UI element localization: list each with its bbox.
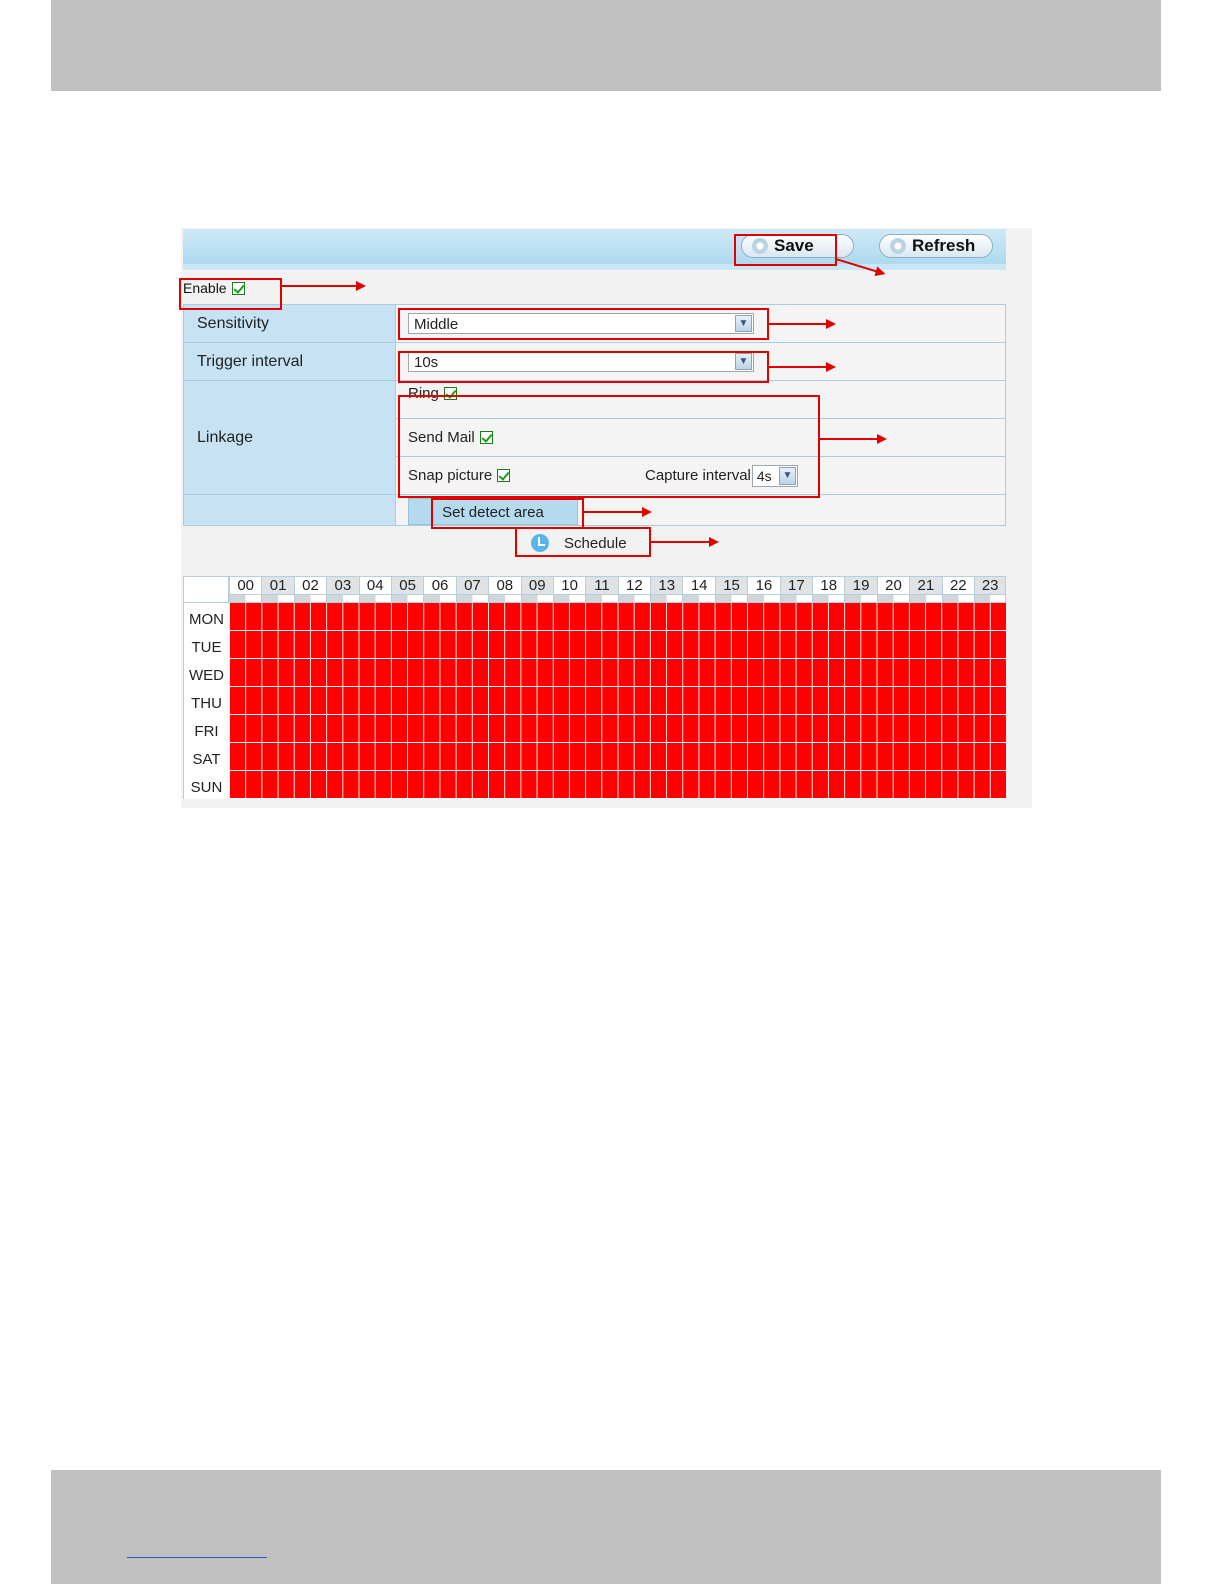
hour-label[interactable]: 14 <box>682 576 714 603</box>
schedule-cells[interactable] <box>229 715 1006 743</box>
schedule-cells[interactable] <box>229 603 1006 631</box>
hour-label[interactable]: 03 <box>326 576 358 603</box>
annotation-box-save <box>734 234 837 266</box>
schedule-grid-corner <box>183 576 229 603</box>
page-footer-band <box>51 1470 1161 1584</box>
hour-label[interactable]: 06 <box>423 576 455 603</box>
hour-label[interactable]: 10 <box>553 576 585 603</box>
refresh-cycle-icon <box>890 238 906 254</box>
hour-label[interactable]: 05 <box>391 576 423 603</box>
trigger-interval-label: Trigger interval <box>184 343 396 381</box>
sensitivity-value: Middle <box>414 316 459 333</box>
send-mail-label: Send Mail <box>408 429 475 446</box>
refresh-button[interactable] <box>879 234 993 258</box>
hour-label[interactable]: 18 <box>812 576 844 603</box>
hour-label[interactable]: 00 <box>229 576 261 603</box>
schedule-cells[interactable] <box>229 743 1006 771</box>
day-label[interactable]: FRI <box>183 715 229 743</box>
save-label: Save <box>774 236 814 255</box>
annotation-box-linkage <box>398 395 820 498</box>
hour-label[interactable]: 22 <box>942 576 974 603</box>
schedule-cells[interactable] <box>229 687 1006 715</box>
day-label[interactable]: TUE <box>183 631 229 659</box>
schedule-day-row <box>183 603 1006 631</box>
annotation-arrow-linkage <box>820 438 885 440</box>
schedule-label: Schedule <box>564 534 627 552</box>
day-label[interactable]: WED <box>183 659 229 687</box>
schedule-day-row <box>183 687 1006 715</box>
schedule-cells[interactable] <box>229 771 1006 799</box>
hour-label[interactable]: 12 <box>618 576 650 603</box>
enable-label: Enable <box>183 280 227 296</box>
schedule-day-row <box>183 631 1006 659</box>
schedule-cells[interactable] <box>229 631 1006 659</box>
hour-label[interactable]: 20 <box>877 576 909 603</box>
hour-label[interactable]: 19 <box>844 576 876 603</box>
capture-interval-label: Capture interval <box>645 467 751 484</box>
schedule-day-row <box>183 771 1006 799</box>
hour-label[interactable]: 13 <box>650 576 682 603</box>
schedule-day-row <box>183 743 1006 771</box>
page-header-band <box>51 0 1161 91</box>
annotation-arrow-schedule <box>651 541 717 543</box>
hour-label[interactable]: 21 <box>909 576 941 603</box>
hour-label[interactable]: 15 <box>715 576 747 603</box>
annotation-arrow-trigger-interval <box>769 366 834 368</box>
capture-interval-value: 4s <box>756 467 772 484</box>
annotation-arrow-detect-area <box>584 511 650 513</box>
schedule-cells[interactable] <box>229 659 1006 687</box>
day-label[interactable]: MON <box>183 603 229 631</box>
schedule-day-row <box>183 659 1006 687</box>
hour-label[interactable]: 02 <box>294 576 326 603</box>
motion-detection-screenshot <box>181 228 1032 808</box>
chevron-down-icon: ▼ <box>735 353 752 370</box>
refresh-label: Refresh <box>912 236 976 255</box>
annotation-box-sensitivity <box>398 308 769 340</box>
trigger-interval-value: 10s <box>414 354 439 371</box>
annotation-box-trigger-interval <box>398 351 769 383</box>
day-label[interactable]: THU <box>183 687 229 715</box>
chevron-down-icon: ▼ <box>779 467 796 485</box>
day-label[interactable]: SAT <box>183 743 229 771</box>
annotation-arrow-enable <box>282 285 364 287</box>
linkage-label: Linkage <box>184 381 396 495</box>
hour-label[interactable]: 01 <box>261 576 293 603</box>
hour-header-row <box>229 576 1006 603</box>
annotation-box-enable <box>179 278 282 310</box>
schedule-grid <box>183 576 1006 799</box>
day-label[interactable]: SUN <box>183 771 229 799</box>
footer-link-underline[interactable] <box>127 1557 267 1558</box>
annotation-box-detect-area <box>431 498 584 529</box>
set-detect-area-label: Set detect area <box>442 503 544 521</box>
sensitivity-label: Sensitivity <box>184 305 396 343</box>
annotation-arrow-sensitivity <box>769 323 834 325</box>
hour-label[interactable]: 04 <box>359 576 391 603</box>
chevron-down-icon: ▼ <box>735 315 752 332</box>
hour-label[interactable]: 16 <box>747 576 779 603</box>
hour-label[interactable]: 11 <box>585 576 617 603</box>
snap-picture-label: Snap picture <box>408 467 493 484</box>
ring-label: Ring <box>408 384 439 402</box>
schedule-day-row <box>183 715 1006 743</box>
empty-label-cell <box>184 495 396 526</box>
day-rows <box>183 603 1006 799</box>
hour-label[interactable]: 23 <box>974 576 1006 603</box>
hour-label[interactable]: 09 <box>521 576 553 603</box>
annotation-box-schedule <box>515 527 651 557</box>
hour-label[interactable]: 17 <box>780 576 812 603</box>
hour-label[interactable]: 07 <box>456 576 488 603</box>
hour-label[interactable]: 08 <box>488 576 520 603</box>
